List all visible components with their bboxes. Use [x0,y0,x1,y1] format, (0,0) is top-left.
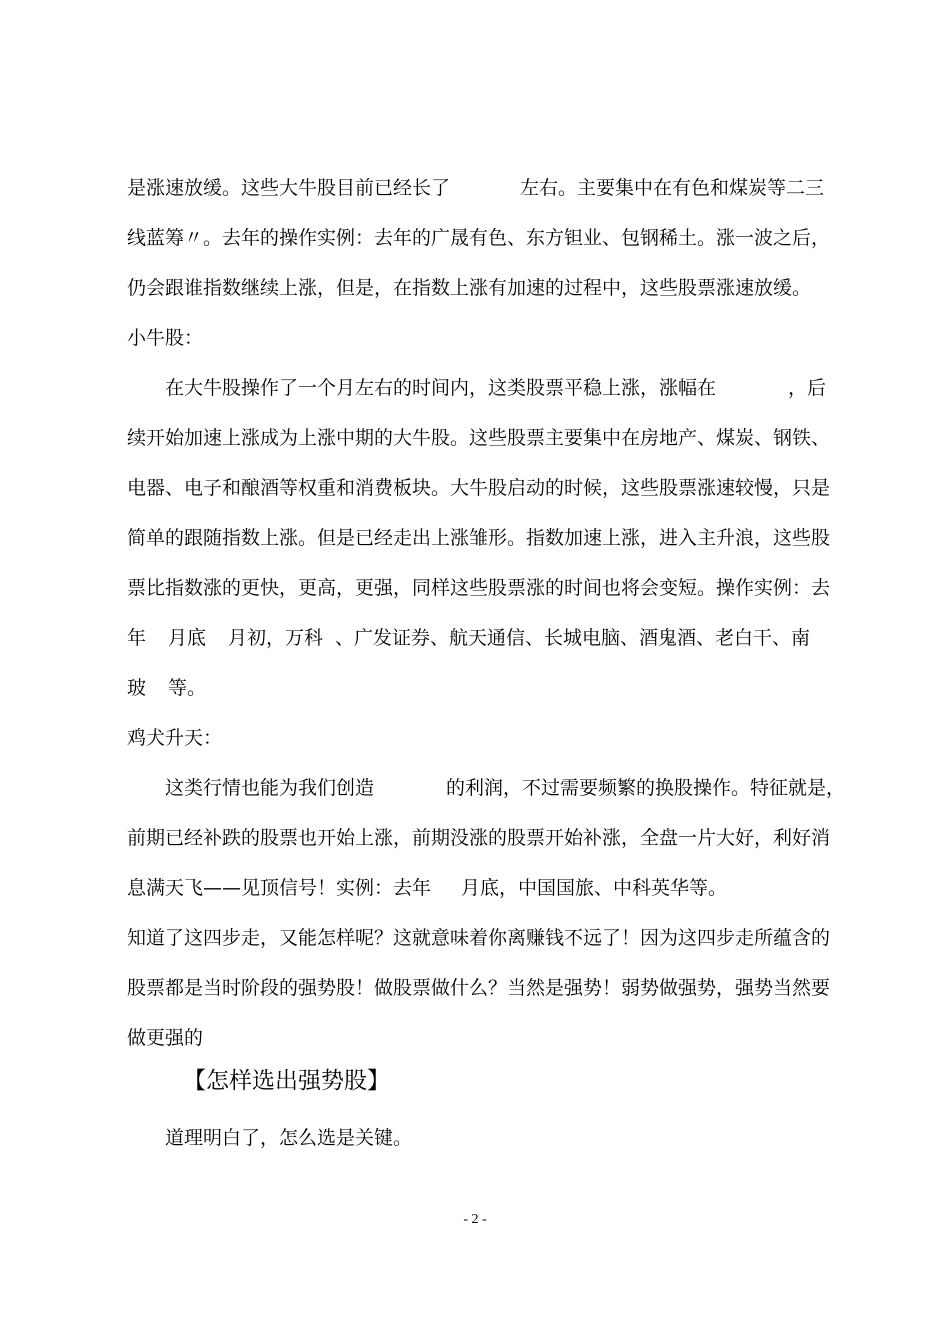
text: 月初，万科 [228,627,324,649]
text: 电器、电子和酿酒等权重和消费板块。大牛股启动的时候，这些股票涨速较慢，只是 [127,477,831,499]
text: 左右。主要集中在有色和煤炭等二三 [520,177,825,199]
text: 、广发证券、航天通信、长城电脑、酒鬼酒、老白干、南 [335,627,811,649]
text: 息满天飞——见顶信号！实例：去年 [127,877,432,899]
paragraph-1-line-3 [127,276,833,300]
small-bull-line-5 [127,576,833,600]
text: 前期已经补跌的股票也开始上涨，前期没涨的股票开始补涨，全盘一片大好，利好消 [127,827,831,849]
rocket-line-1 [165,776,846,800]
section-title-small-bull [127,326,833,350]
text: 月底 [168,627,207,649]
text: ，后 [788,377,827,399]
small-bull-line-7 [127,676,833,700]
section-title-rocket [127,726,833,750]
text: 简单的跟随指数上涨。但是已经走出上涨雏形。指数加速上涨，进入主升浪，这些股 [127,527,831,549]
text: 鸡犬升天： [127,727,223,749]
text: 的利润，不过需要频繁的换股操作。特征就是， [446,777,846,799]
rocket-line-3 [127,876,833,900]
paragraph-1-line-1 [127,176,833,200]
text: 知道了这四步走，又能怎样呢？这就意味着你离赚钱不远了！因为这四步走所蕴含的 [127,927,831,949]
text: 等。 [168,677,207,699]
small-bull-line-6 [127,626,833,650]
paragraph-1-line-2 [127,226,833,250]
rocket-line-2 [127,826,833,850]
summary-line-2 [127,976,833,1000]
closing-line [165,1126,833,1150]
small-bull-line-2 [127,426,833,450]
text: 仍会跟谁指数继续上涨，但是，在指数上涨有加速的过程中，这些股票涨速放缓。 [127,277,812,299]
small-bull-line-3 [127,476,833,500]
text: 股票都是当时阶段的强势股！做股票做什么？当然是强势！弱势做强势，强势当然要 [127,977,831,999]
text: 是涨速放缓。这些大牛股目前已经长了 [127,177,451,199]
text: 小牛股： [127,327,204,349]
text: 月底，中国国旅、中科英华等。 [461,877,728,899]
small-bull-line-1 [165,376,833,400]
summary-line-1 [127,926,833,950]
text: 续开始加速上涨成为上涨中期的大牛股。这些股票主要集中在房地产、煤炭、钢铁、 [127,427,831,449]
text: 在大牛股操作了一个月左右的时间内，这类股票平稳上涨，涨幅在 [165,377,717,399]
text: 道理明白了，怎么选是关键。 [165,1127,413,1149]
summary-line-3 [127,1026,833,1050]
small-bull-line-4 [127,526,833,550]
text: 做更强的 [127,1027,204,1049]
text: 这类行情也能为我们创造 [165,777,375,799]
page-number: - 2 - [463,1212,487,1227]
text: 票比指数涨的更快，更高，更强，同样这些股票涨的时间也将会变短。操作实例：去 [127,577,831,599]
text: 线蓝筹〃。去年的操作实例：去年的广晟有色、东方钽业、包钢稀土。涨一波之后， [127,227,831,249]
text: 玻 [127,677,147,699]
section-heading: 【怎样选出强势股】 [183,1068,390,1094]
text: 年 [127,627,147,649]
